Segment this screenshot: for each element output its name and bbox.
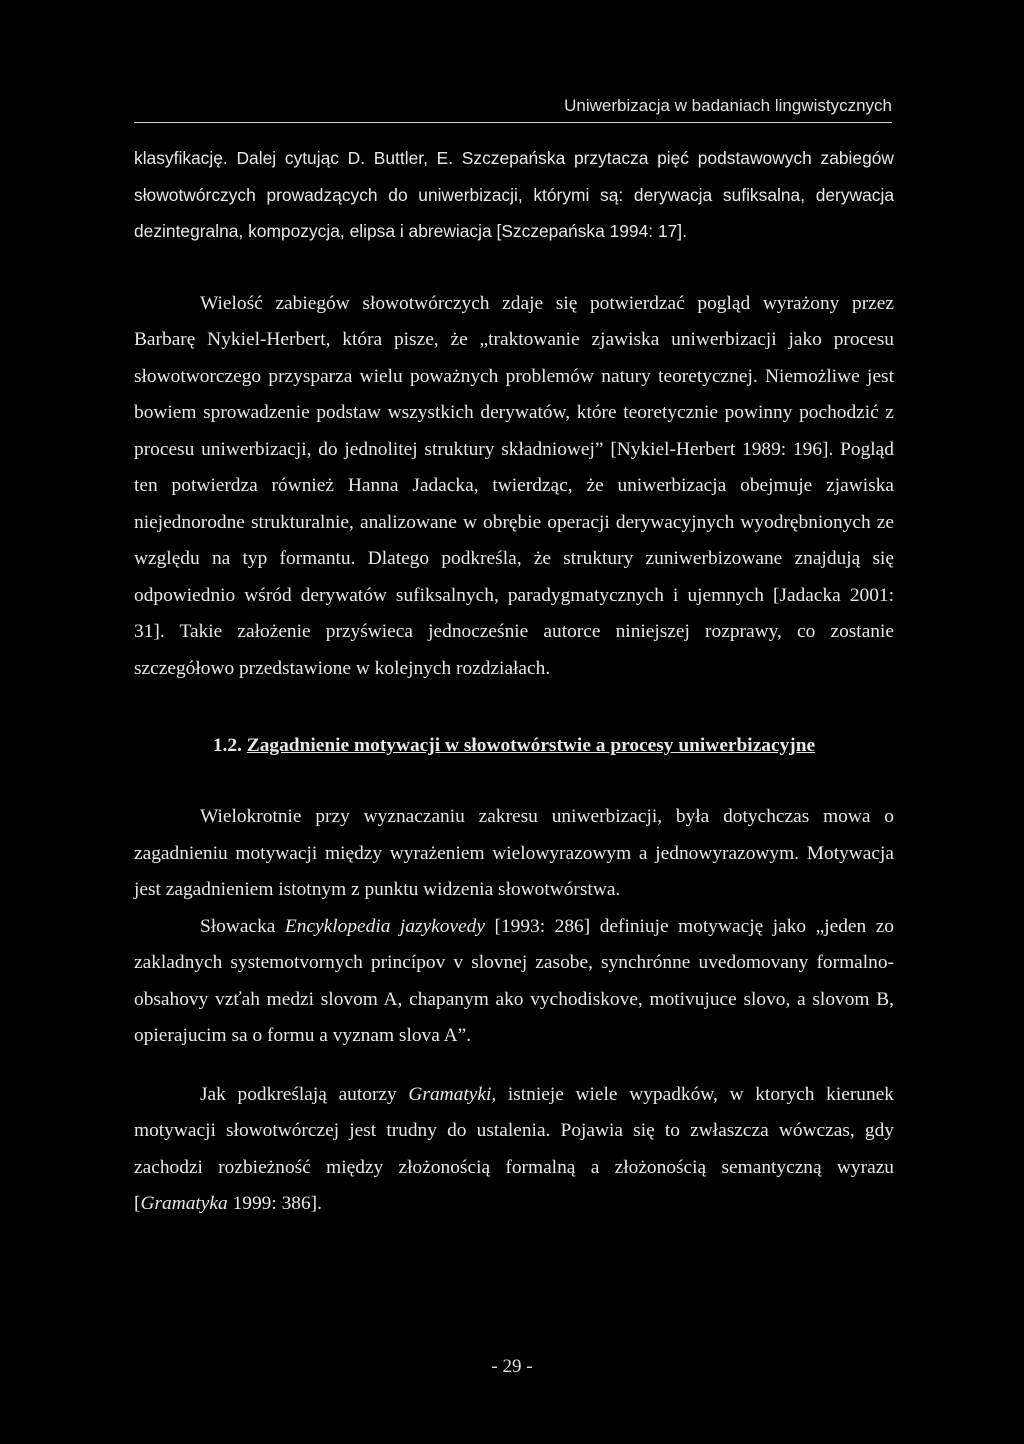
p4-after: [1993: 286] definiuje motywację jako „jeden zo zakladnych systemotvornych princípov v slovnej zasobe, synchrónne uvedomovany formalno-obsahovy vzťah medzi slovom A, chapanym ako vychodiskove, motivujuce slovo, a slovom B, opierajucim sa o formu a vyznam slova A”. (134, 915, 895, 1046)
p5-after: 1999: 386]. (227, 1193, 322, 1214)
p5-italic: Gramatyki, (408, 1083, 497, 1105)
p4-italic: Encyklopedia jazykovedy (284, 915, 485, 937)
paragraph-4 (134, 909, 894, 1055)
paragraph-5 (134, 1077, 894, 1223)
paragraph-3: Wielokrotnie przy wyznaczaniu zakresu uniwerbizacji, była dotychczas mowa o zagadnieniu motywacji między wyrażeniem wielowyrazowym a jednowyrazowym. Motywacja jest zagadnieniem istotnym z punktu widzenia słowotwórstwa. (134, 806, 894, 900)
p4-before: Słowacka (200, 915, 285, 937)
p5-middle: istnieje wiele wypadków, w ktorych kierunek motywacji słowotwórczej jest trudny do ustalenia. Pojawia się to zwłaszcza wówczas, gdy zachodzi rozbieżność między złożonością formalną a złożonością semantyczną wyrazu [ (134, 1083, 894, 1214)
section-title: Zagadnienie motywacji w słowotwórstwie a procesy uniwerbizacyjne (246, 735, 816, 756)
section-heading (134, 731, 894, 761)
p5-italic2: Gramatyka (140, 1193, 228, 1214)
p5-before: Jak podkreślają autorzy (200, 1083, 409, 1105)
running-title: Uniwerbizacja w badaniach lingwistycznych (564, 96, 892, 115)
section-number: 1.2. (212, 735, 242, 756)
paragraph-1: klasyfikację. Dalej cytując D. Buttler, E. Szczepańska przytacza pięć podstawowych zabiegów słowotwórczych prowadzących do uniwerbizacji, którymi są: derywacja sufiksalna, derywacja dezintegralna, kompozycja, elipsa i abrewiacja [Szczepańska 1994: 17]. (134, 148, 894, 241)
running-header (134, 96, 892, 123)
page-body (134, 140, 894, 1223)
paragraph-2: Wielość zabiegów słowotwórczych zdaje się potwierdzać pogląd wyrażony przez Barbarę Nykiel-Herbert, która pisze, że „traktowanie zjawiska uniwerbizacji jako procesu słowotworczego przysparza wielu poważnych problemów natury teoretycznej. Niemożliwe jest bowiem sprowadzenie podstaw wszystkich derywatów, które teoretycznie powinny pochodzić z procesu uniwerbizacji, do jednolitej struktury składniowej” [Nykiel-Herbert 1989: 196]. Pogląd ten potwierdza również Hanna Jadacka, twierdząc, że uniwerbizacja obejmuje zjawiska niejednorodne strukturalnie, analizowane w obrębie operacji derywacyjnych wyodrębnionych ze względu na typ formantu. Dlatego podkreśla, że struktury zuniwerbizowane znajdują się odpowiednio wśród derywatów sufiksalnych, paradygmatycznych i ujemnych [Jadacka 2001: 31]. Takie założenie przyświeca jednocześnie autorce niniejszej rozprawy, co zostanie szczegółowo przedstawione w kolejnych rozdziałach. (134, 292, 894, 679)
page-number: - 29 - (491, 1356, 533, 1377)
